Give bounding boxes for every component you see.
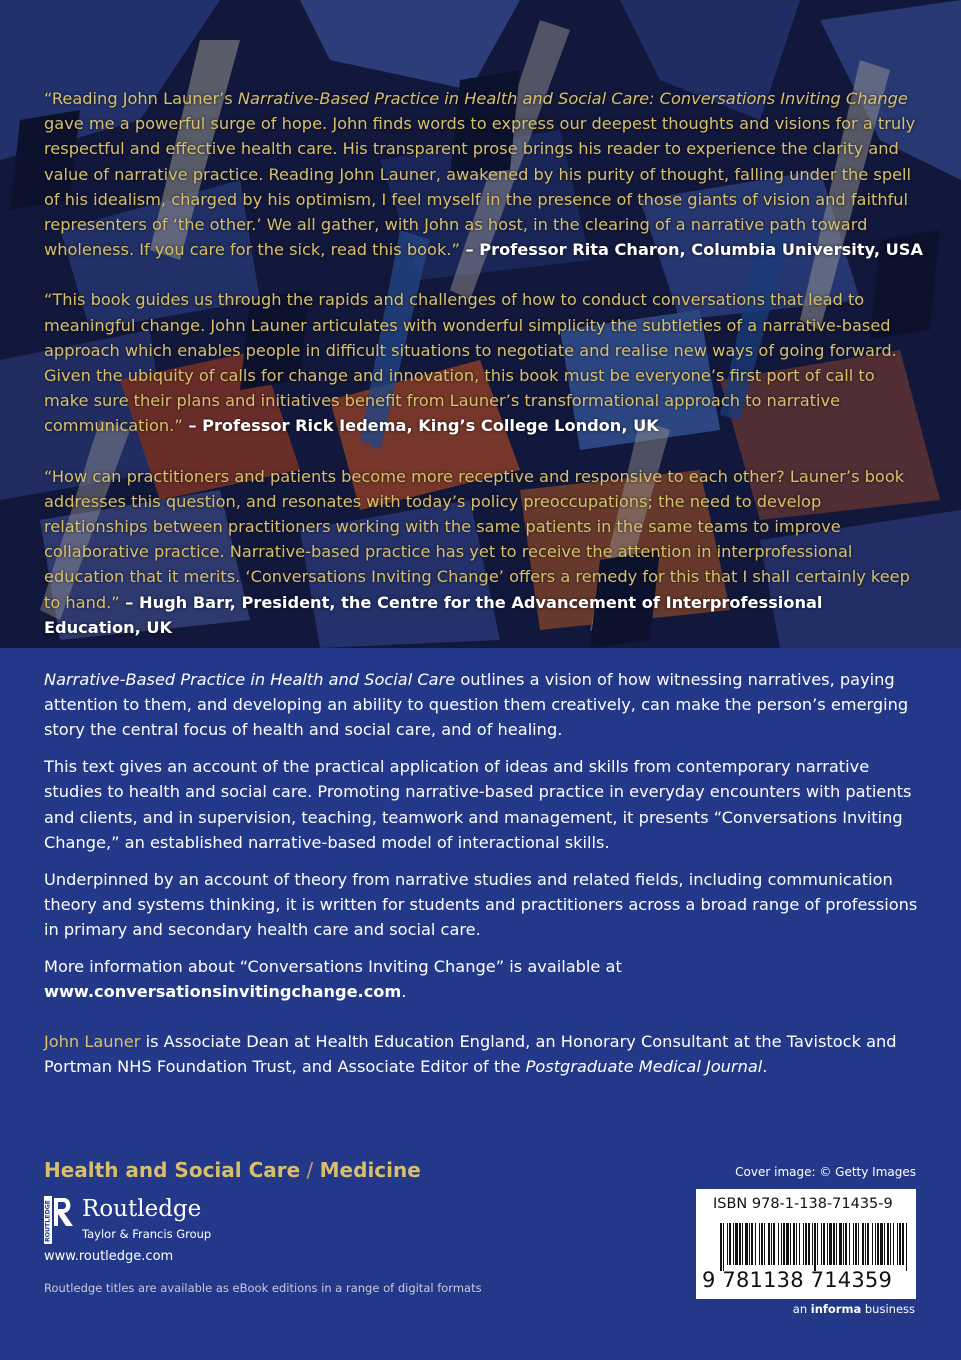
barcode-bar xyxy=(796,1223,797,1265)
barcode-bar xyxy=(893,1223,894,1265)
barcode-bar xyxy=(872,1223,873,1265)
description-paragraph-3: Underpinned by an account of theory from narrative studies and related fields, including communication theory and systems thinking, it is written for students and practitioners across a broad range of professions in primary and secondary health care and social care. xyxy=(44,869,918,940)
barcode-bar xyxy=(786,1223,789,1265)
informa-tagline xyxy=(793,1302,915,1316)
paragraph-text: . xyxy=(401,982,407,1002)
barcode-bar xyxy=(839,1223,842,1265)
barcode-bar xyxy=(853,1223,854,1265)
isbn-number: ISBN 978-1-138-71435-9 xyxy=(713,1196,893,1212)
logo-vertical-text: ROUTLEDGE xyxy=(44,1200,52,1242)
barcode-bar xyxy=(751,1223,753,1265)
barcode-bar xyxy=(890,1223,891,1265)
barcode-bar xyxy=(805,1223,807,1265)
barcode-bar xyxy=(759,1223,760,1265)
barcode-bar xyxy=(764,1223,765,1265)
barcode-bar xyxy=(858,1223,859,1265)
author-bio xyxy=(44,1029,924,1079)
quote-attribution: – Hugh Barr, President, the Centre for the Advancement of Interprofessional Education, UK xyxy=(44,592,823,637)
subject-separator: / xyxy=(300,1158,320,1182)
quote-attribution: – Professor Rick Iedema, King’s College London, UK xyxy=(182,416,659,436)
quote-text: “How can practitioners and patients become more receptive and responsive to each other? Launer’s book addresses this question, and resonates with today’s policy preoccupations; the need to develop relationships between practitioners working with the same patients in the same teams to improve collaborative practice. Narrative-based practice has yet to receive the attention in interprofessional education that it merits. ‘Conversations Inviting Change’ offers a remedy for this that I shall certainly keep to hand.” xyxy=(44,466,910,612)
barcode-bar xyxy=(849,1223,850,1265)
quote-text: gave me a powerful surge of hope. John finds words to express our deepest thoughts and visions for a truly respectful and effective health care. His transparent prose brings his reader to experience the clarity and value of narrative practice. Reading John Launer, awakened by his purity of thought, falling under the spell of his idealism, charged by his optimism, I feel myself in the presence of those giants of vision and faithful representers of ‘the other.’ We all gather, with John as host, in the clearing of a narrative path toward wholeness. If you care for the sick, read this book.” xyxy=(44,114,916,260)
subject-secondary: Medicine xyxy=(319,1158,421,1182)
informa-text: an xyxy=(792,1302,811,1316)
barcode-bar xyxy=(735,1223,738,1265)
barcode-bar xyxy=(771,1223,772,1265)
barcode-bar xyxy=(723,1223,724,1271)
barcode-bar xyxy=(902,1223,904,1265)
barcode-bar xyxy=(875,1223,876,1265)
barcode-bar xyxy=(823,1223,825,1265)
barcode-bar xyxy=(799,1223,800,1265)
publisher-logo xyxy=(44,1196,244,1244)
description-paragraph-4 xyxy=(44,954,924,1004)
cover-image-credit: Cover image: © Getty Images xyxy=(735,1165,916,1179)
barcode-bar xyxy=(829,1223,832,1265)
barcode-bar xyxy=(880,1223,883,1265)
informa-brand: informa xyxy=(810,1302,862,1316)
routledge-r-icon xyxy=(44,1196,74,1244)
barcode-bar xyxy=(814,1223,816,1271)
barcode-bar xyxy=(877,1223,879,1265)
barcode-bar xyxy=(865,1223,866,1265)
subject-primary: Health and Social Care xyxy=(44,1158,301,1182)
publisher-website[interactable]: www.routledge.com xyxy=(44,1249,174,1264)
barcode-bar xyxy=(833,1223,835,1265)
barcode-bar xyxy=(778,1223,779,1265)
informa-text: business xyxy=(861,1302,915,1316)
quote-text: “This book guides us through the rapids and challenges of how to conduct conversations that lead to meaningful change. John Launer articulates with wonderful simplicity the subtleties of a narrative-based approach which enables people in difficult situations to negotiate and realise new ways of going forward. Given the ubiquity of calls for change and innovation, this book must be everyone’s first port of call to make sure their plans and initiatives benefit from Launer’s transformational approach to narrative communication.” xyxy=(44,290,897,436)
ebook-note: Routledge titles are available as eBook editions in a range of digital formats xyxy=(44,1281,482,1295)
isbn-barcode-box xyxy=(696,1189,916,1299)
bio-text: . xyxy=(762,1057,768,1077)
barcode-bar xyxy=(855,1223,857,1265)
subject-category xyxy=(44,1158,421,1182)
barcode-bar xyxy=(862,1223,864,1265)
barcode-bar xyxy=(773,1223,775,1265)
barcode-bar xyxy=(761,1223,763,1265)
paragraph-text: More information about “Conversations Inviting Change” is available at xyxy=(44,956,622,976)
quote-attribution: – Professor Rita Charon, Columbia University, USA xyxy=(459,240,923,260)
quote-text: “Reading John Launer’s xyxy=(44,89,238,108)
barcode-bar xyxy=(812,1223,813,1265)
barcode-bar xyxy=(884,1223,885,1265)
book-title-italic: Narrative-Based Practice in Health and Social Care xyxy=(44,670,456,689)
barcode-bar xyxy=(745,1223,748,1265)
barcode-bar xyxy=(781,1223,782,1265)
endorsement-charon xyxy=(44,86,924,262)
barcode-bar xyxy=(729,1223,731,1265)
website-link[interactable]: www.conversationsinvitingchange.com xyxy=(44,982,402,1002)
barcode-bar xyxy=(897,1223,898,1265)
author-name: John Launer xyxy=(44,1032,141,1052)
barcode-bar xyxy=(808,1223,810,1265)
publisher-name: Routledge xyxy=(82,1196,202,1222)
barcode-bar xyxy=(793,1223,795,1265)
barcode-bar xyxy=(733,1223,734,1265)
barcode-bar xyxy=(755,1223,756,1265)
barcode-bar xyxy=(843,1223,844,1265)
barcode-bar xyxy=(827,1223,828,1265)
barcode-bar xyxy=(906,1223,907,1271)
barcode-bar xyxy=(749,1223,750,1265)
barcode-bar xyxy=(887,1223,889,1265)
barcode-bar xyxy=(803,1223,804,1265)
barcode-bar xyxy=(783,1223,785,1265)
description-paragraph-2: This text gives an account of the practical application of ideas and skills from contemporary narrative studies to health and social care. Promoting narrative-based practice in everyday encounters with patients and clients, and in supervision, teaching, teamwork and management, it presents “Conversations Inviting Change,” an established narrative-based model of interactional skills. xyxy=(44,757,912,852)
barcode-bar xyxy=(899,1223,901,1265)
barcode-bar xyxy=(867,1223,869,1265)
barcode-bar xyxy=(845,1223,847,1265)
barcode-bar xyxy=(742,1223,743,1265)
barcode-bar xyxy=(727,1223,728,1265)
barcode-digits: 9 781138 714359 xyxy=(702,1268,893,1292)
barcode-bar xyxy=(720,1223,722,1271)
book-description xyxy=(44,667,924,1091)
publisher-group: Taylor & Francis Group xyxy=(82,1227,212,1241)
endorsement-iedema xyxy=(44,287,924,438)
barcode-bar xyxy=(768,1223,770,1265)
barcode-bar xyxy=(836,1223,837,1265)
barcode-bar xyxy=(790,1223,791,1265)
journal-title: Postgraduate Medical Journal xyxy=(525,1057,763,1077)
quote-book-title: Narrative-Based Practice in Health and Social Care: Conversations Inviting Change xyxy=(237,89,908,108)
paragraph-text: outlines a vision of how witnessing narratives, paying attention to them, and developing an ability to question them creatively, can make the person’s emerging story the central focus of health and social care, and of healing. xyxy=(44,670,909,740)
endorsement-barr xyxy=(44,464,924,640)
description-paragraph-1 xyxy=(44,667,924,743)
barcode xyxy=(720,1223,910,1271)
barcode-bar xyxy=(817,1223,818,1265)
endorsements xyxy=(44,86,924,665)
barcode-bar xyxy=(739,1223,741,1265)
barcode-bar xyxy=(821,1223,822,1265)
bio-text: is Associate Dean at Health Education England, an Honorary Consultant at the Tavistock and Portman NHS Foundation Trust, and Associate Editor of the xyxy=(44,1032,897,1077)
